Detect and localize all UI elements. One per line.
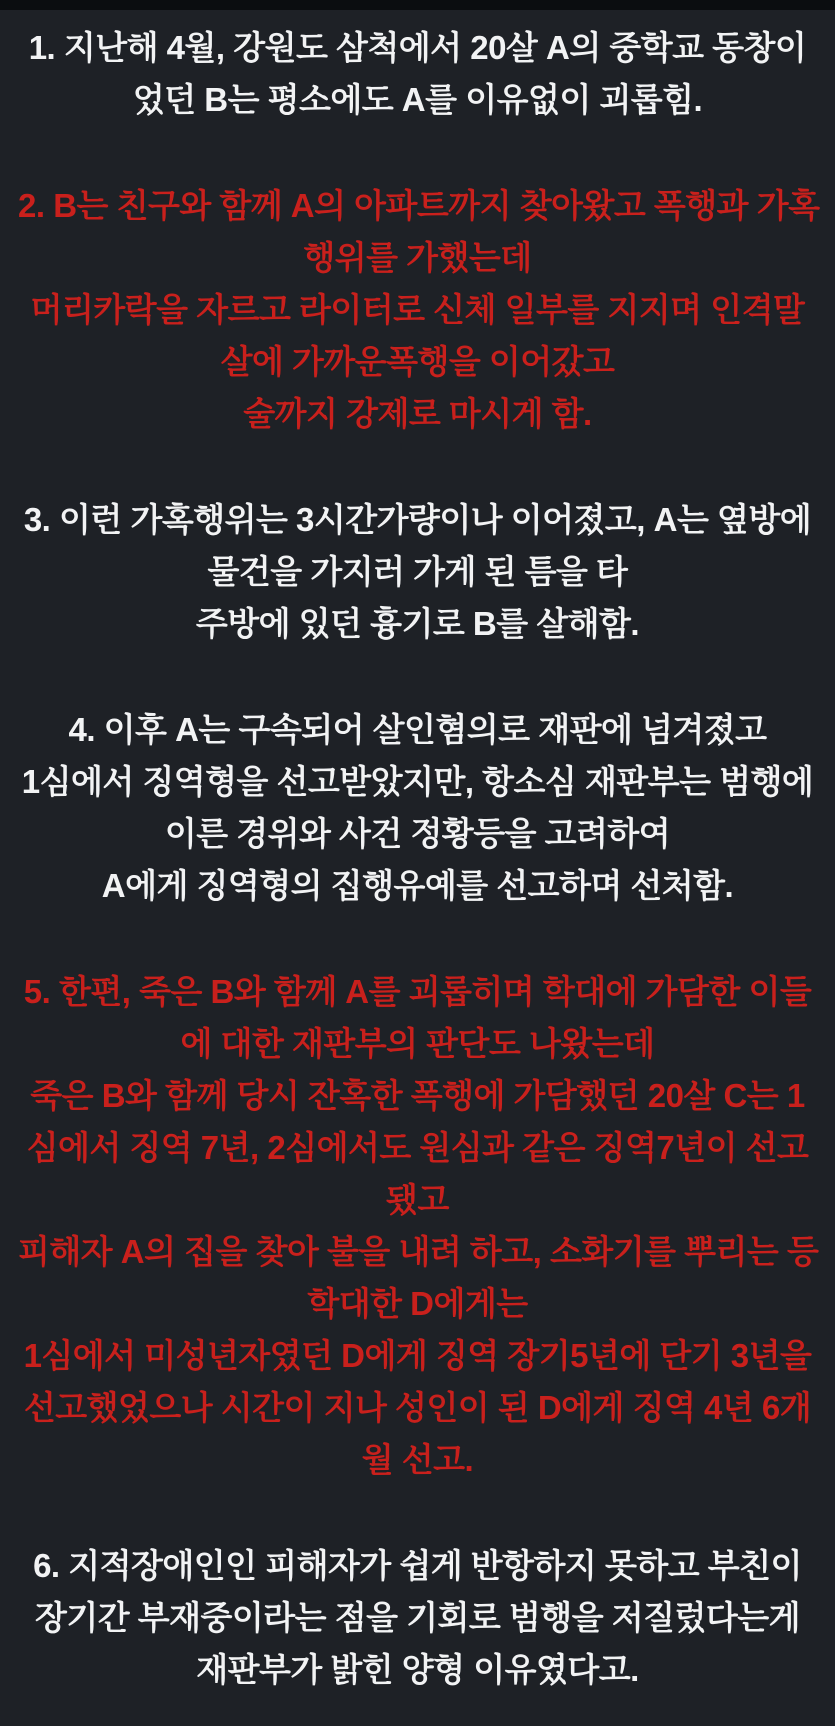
text-line: 4. 이후 A는 구속되어 살인혐의로 재판에 넘겨졌고 xyxy=(68,711,767,748)
text-line: 물건을 가지러 가게 된 틈을 타 xyxy=(207,553,628,590)
paragraph-6 xyxy=(18,1540,817,1696)
paragraph-4 xyxy=(18,704,817,912)
text-line: 술까지 강제로 마시게 함. xyxy=(243,395,592,432)
text-line: 됐고 xyxy=(386,1181,449,1218)
text-line: 주방에 있던 흉기로 B를 살해함. xyxy=(195,605,640,642)
text-line: 행위를 가했는데 xyxy=(303,239,532,276)
text-line: 었던 B는 평소에도 A를 이유없이 괴롭힘. xyxy=(132,81,703,118)
text-line: 월 선고. xyxy=(361,1441,474,1478)
paragraph-3 xyxy=(18,494,817,650)
text-line: 1심에서 미성년자였던 D에게 징역 장기5년에 단기 3년을 xyxy=(23,1337,812,1374)
text-line: A에게 징역형의 집행유예를 선고하며 선처함. xyxy=(101,867,734,904)
text-line: 6. 지적장애인인 피해자가 쉽게 반항하지 못하고 부친이 xyxy=(33,1547,802,1584)
text-line: 피해자 A의 집을 찾아 불을 내려 하고, 소화기를 뿌리는 등 xyxy=(18,1233,819,1270)
text-line: 죽은 B와 함께 당시 잔혹한 폭행에 가담했던 20살 C는 1 xyxy=(30,1077,805,1114)
text-line: 심에서 징역 7년, 2심에서도 원심과 같은 징역7년이 선고 xyxy=(26,1129,809,1166)
paragraph-1 xyxy=(18,22,817,126)
text-line: 살에 가까운폭행을 이어갔고 xyxy=(220,343,615,380)
text-line: 선고했었으나 시간이 지나 성인이 된 D에게 징역 4년 6개 xyxy=(23,1389,812,1426)
text-line: 5. 한편, 죽은 B와 함께 A를 괴롭히며 학대에 가담한 이들 xyxy=(23,973,812,1010)
text-line: 학대한 D에게는 xyxy=(307,1285,528,1322)
text-line: 장기간 부재중이라는 점을 기회로 범행을 저질렀다는게 xyxy=(34,1599,801,1636)
text-line: 1심에서 징역형을 선고받았지만, 항소심 재판부는 범행에 xyxy=(21,763,814,800)
text-line: 에 대한 재판부의 판단도 나왔는데 xyxy=(180,1025,655,1062)
text-line: 1. 지난해 4월, 강원도 삼척에서 20살 A의 중학교 동창이 xyxy=(28,29,807,66)
paragraph-5 xyxy=(18,966,817,1486)
text-line: 머리카락을 자르고 라이터로 신체 일부를 지지며 인격말 xyxy=(30,291,805,328)
text-line: 재판부가 밝힌 양형 이유였다고. xyxy=(196,1651,639,1688)
text-line: 2. B는 친구와 함께 A의 아파트까지 찾아왔고 폭행과 가혹 xyxy=(18,187,820,224)
paragraph-2 xyxy=(18,180,820,440)
text-line: 이른 경위와 사건 정황등을 고려하여 xyxy=(164,815,671,852)
text-line: 3. 이런 가혹행위는 3시간가량이나 이어졌고, A는 옆방에 xyxy=(23,501,812,538)
